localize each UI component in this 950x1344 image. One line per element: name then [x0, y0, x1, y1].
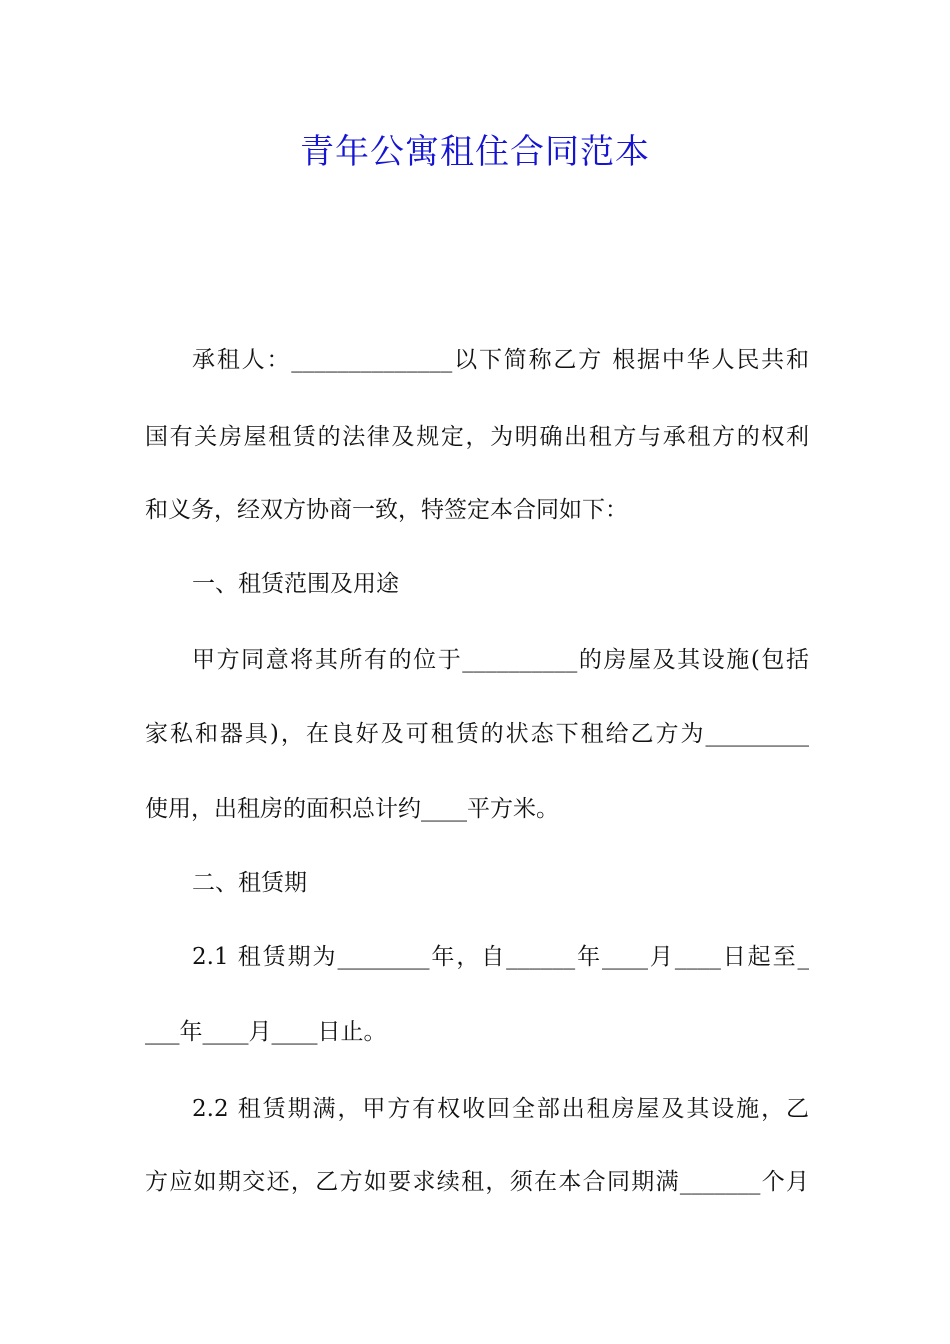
paragraph-line: 2.1 租赁期为________年，自______年____月____日起至_ — [192, 944, 809, 970]
paragraph-line: 承租人：______________以下简称乙方 根据中华人民共和 — [192, 347, 809, 373]
section-heading: 二、租赁期 — [192, 870, 307, 896]
paragraph-line: 2.2 租赁期满，甲方有权收回全部出租房屋及其设施，乙 — [192, 1096, 809, 1122]
paragraph-line: 甲方同意将其所有的位于__________的房屋及其设施(包括 — [192, 647, 809, 673]
paragraph-line: 和义务，经双方协商一致，特签定本合同如下： — [145, 497, 628, 523]
paragraph-line: 使用，出租房的面积总计约____平方米。 — [145, 796, 559, 822]
document-title: 青年公寓租住合同范本 — [300, 132, 650, 172]
paragraph-line: 方应如期交还，乙方如要求续租，须在本合同期满_______个月 — [145, 1169, 809, 1195]
paragraph-line: 国有关房屋租赁的法律及规定，为明确出租方与承租方的权利 — [145, 424, 809, 450]
section-heading: 一、租赁范围及用途 — [192, 571, 399, 597]
paragraph-line: ___年____月____日止。 — [145, 1019, 387, 1045]
paragraph-line: 家私和器具)，在良好及可租赁的状态下租给乙方为_________ — [145, 721, 809, 747]
